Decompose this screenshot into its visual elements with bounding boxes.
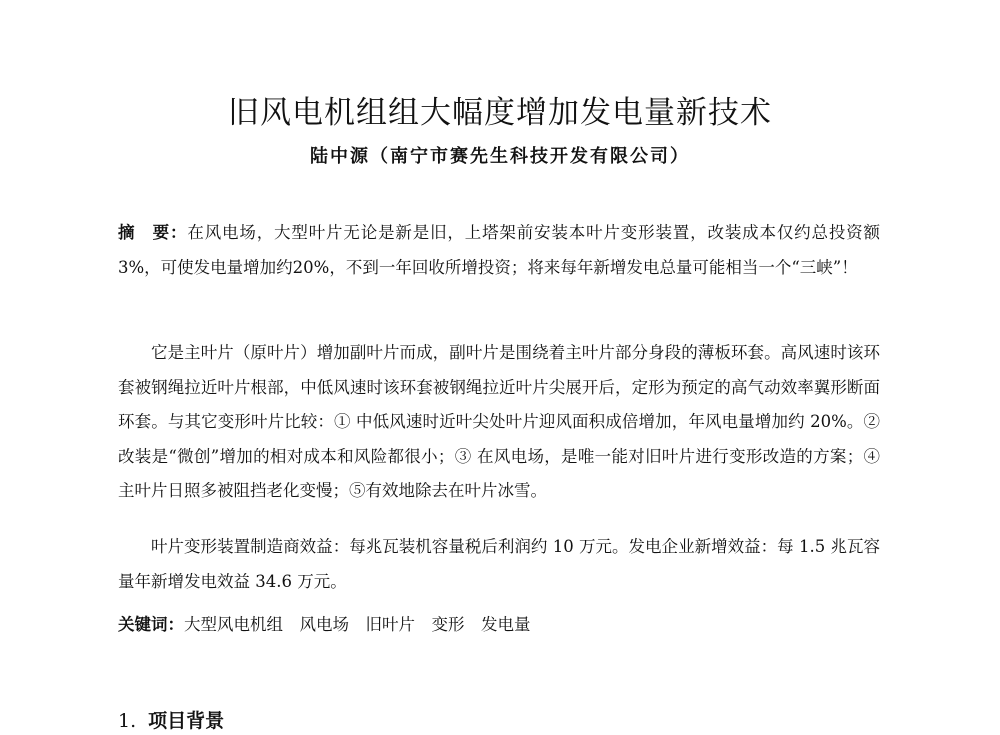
- abstract-text: 在风电场，大型叶片无论是新是旧，上塔架前安装本叶片变形装置，改装成本仅约总投资额3%，可使发电量增加约20%，不到一年回收所增投资；将来每年新增发电总量可能相当一个“三峡”！: [118, 223, 881, 277]
- document-title: 旧风电机组组大幅度增加发电量新技术: [228, 95, 772, 131]
- keywords: [118, 610, 531, 640]
- keywords-label: 关键词：: [118, 615, 184, 634]
- author-line: 陆中源（南宁市赛先生科技开发有限公司）: [310, 146, 690, 167]
- section-number: 1.: [118, 710, 137, 732]
- section-heading: [118, 708, 224, 734]
- keywords-text: 大型风电机组 风电场 旧叶片 变形 发电量: [184, 615, 531, 634]
- abstract-label: 摘 要：: [118, 223, 188, 242]
- body-paragraph-1: 它是主叶片（原叶片）增加副叶片而成，副叶片是围绕着主叶片部分身段的薄板环套。高风速时该环套被钢绳拉近叶片根部，中低风速时该环套被钢绳拉近叶片尖展开后，定形为预定的高气动效率翼形断面环套。与其它变形叶片比较：① 中低风速时近叶尖处叶片迎风面积成倍增加，年风电量增加约 20%。② 改装是“微创”增加的相对成本和风险都很小；③ 在风电场，是唯一能对旧叶片进行变形改造的方案；④ 主叶片日照多被阻挡老化变慢；⑤有效地除去在叶片冰雪。: [118, 343, 880, 500]
- abstract: [118, 216, 880, 285]
- body-paragraph-2: 叶片变形装置制造商效益：每兆瓦装机容量税后利润约 10 万元。发电企业新增效益：每 1.5 兆瓦容量年新增发电效益 34.6 万元。: [118, 537, 880, 591]
- section-title: 项目背景: [148, 710, 225, 732]
